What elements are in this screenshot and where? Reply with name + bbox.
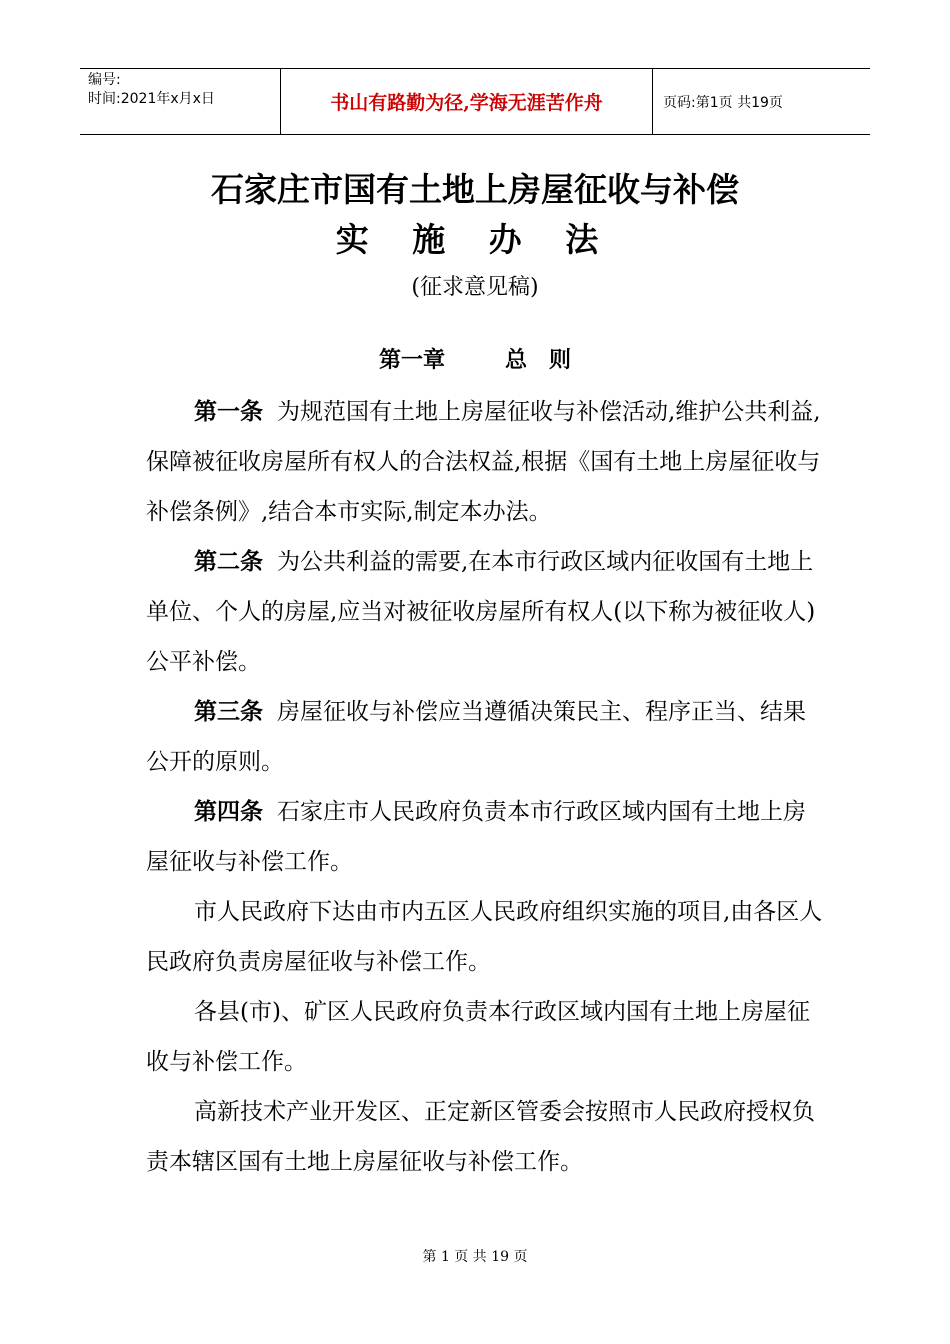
header-page-info: 页码:第1页 共19页: [663, 94, 783, 111]
document-title: 石家庄市国有土地上房屋征收与补偿: [211, 170, 739, 209]
header-meta: [80, 69, 281, 134]
article-text: 石家庄市人民政府负责本市行政区域内国有土地上房屋征收与补偿工作。: [146, 799, 806, 875]
document-body: [146, 387, 826, 1187]
article-text: 房屋征收与补偿应当遵循决策民主、程序正当、结果公开的原则。: [146, 699, 806, 775]
chapter-name-b: 则: [549, 347, 572, 373]
article-text: 为规范国有土地上房屋征收与补偿活动,维护公共利益,保障被征收房屋所有权人的合法权益,根据《国有土地上房屋征收与补偿条例》,结合本市实际,制定本办法。: [146, 399, 821, 525]
article-text: 为公共利益的需要,在本市行政区域内征收国有土地上单位、个人的房屋,应当对被征收房屋所有权人(以下称为被征收人)公平补偿。: [146, 549, 816, 675]
chapter-heading: [0, 343, 950, 374]
article-head: 第一条: [194, 398, 263, 425]
chapter-number: 第一章: [378, 347, 445, 373]
document-title-line2: 实 施 办 法: [335, 220, 615, 259]
article: [146, 687, 826, 787]
article-head: 第二条: [194, 548, 263, 575]
chapter-name-a: 总: [504, 347, 527, 373]
paragraph: 各县(市)、矿区人民政府负责本行政区域内国有土地上房屋征收与补偿工作。: [146, 999, 810, 1075]
paragraph: 高新技术产业开发区、正定新区管委会按照市人民政府授权负责本辖区国有土地上房屋征收与补偿工作。: [146, 1099, 815, 1175]
article-head: 第三条: [194, 698, 263, 725]
page-footer: 第 1 页 共 19 页: [422, 1249, 528, 1265]
article: [146, 387, 826, 537]
article-head: 第四条: [194, 798, 263, 825]
article: [146, 787, 826, 887]
article: [146, 537, 826, 687]
paragraph: 市人民政府下达由市内五区人民政府组织实施的项目,由各区人民政府负责房屋征收与补偿工作。: [146, 899, 823, 975]
number-label: 编号:: [88, 72, 121, 88]
draft-note: (征求意见稿): [411, 275, 539, 300]
document-header: [80, 68, 870, 135]
header-motto: 书山有路勤为径,学海无涯苦作舟: [281, 69, 653, 134]
time-label: 时间:2021年x月x日: [88, 91, 215, 107]
